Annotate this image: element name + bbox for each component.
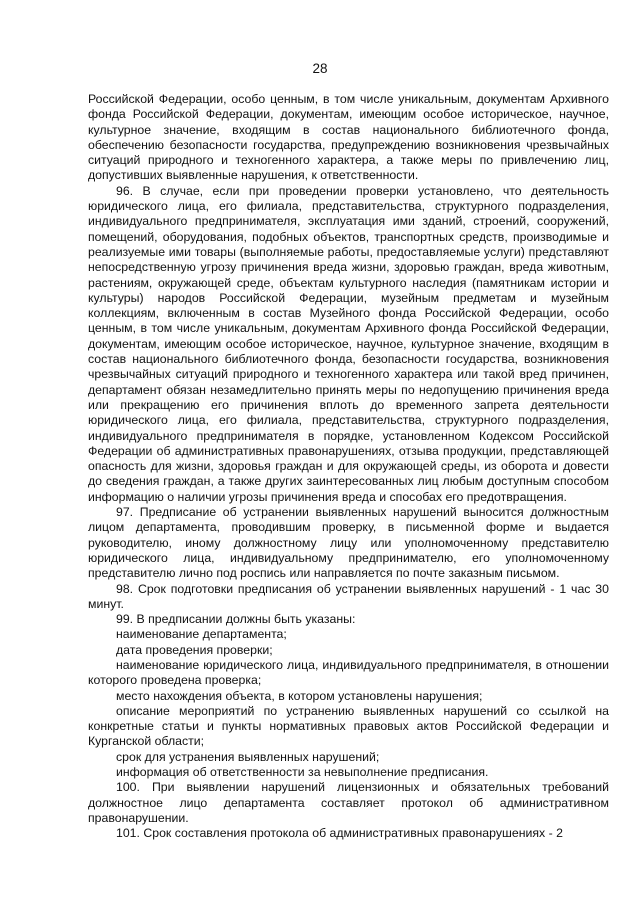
paragraph-100: 100. При выявлении нарушений лицензионных и обязательных требований должностное лицо департамента составляет протокол об административном правонарушении.: [88, 780, 609, 825]
list-item-liability-info: информация об ответственности за невыполнение предписания.: [116, 765, 489, 780]
document-body: [88, 92, 609, 842]
list-item-department-name: наименование департамента;: [116, 627, 287, 642]
list-item-entity-name: наименование юридического лица, индивидуального предпринимателя, в отношении которого проведена проверка;: [88, 657, 609, 688]
list-item-inspection-date: дата проведения проверки;: [116, 642, 273, 657]
paragraph-96: 96. В случае, если при проведении проверки установлено, что деятельность юридического лица, его филиала, представительства, структурного подразделения, индивидуального предпринимателя, эксплуатация ими зданий, строений, сооружений, помещений, оборудования, подобных объектов, транспортных средств, производимые и реализуемые ими товары (выполняемые работы, предоставляемые услуги) представляют непосредственную угрозу причинения вреда жизни, здоровью граждан, вреда животным, растениям, окружающей среде, объектам культурного наследия (памятникам истории и культуры) народов Российской Федерации, музейным предметам и музейным коллекциям, включенным в состав Музейного фонда Российской Федерации, особо ценным, в том числе уникальным, документам Архивного фонда Российской Федерации, документам, имеющим особое историческое, научное, культурное значение, входящим в состав национального библиотечного фонда, безопасности государства, возникновения чрезвычайных ситуаций природного и техногенного характера или такой вред причинен, департамент обязан незамедлительно принять меры по недопущению причинения вреда или прекращению его причинения вплоть до временного запрета деятельности юридического лица, его филиала, представительства, структурного подразделения, индивидуального предпринимателя в порядке, установленном Кодексом Российской Федерации об административных правонарушениях, отзыва продукции, представляющей опасность для жизни, здоровья граждан и для окружающей среды, из оборота и довести до сведения граждан, а также других заинтересованных лиц любым доступным способом информацию о наличии угрозы причинения вреда и способах его предотвращения.: [88, 183, 609, 504]
paragraph-101: 101. Срок составления протокола об административных правонарушениях - 2: [116, 826, 563, 841]
page-number: 28: [312, 61, 328, 76]
list-item-object-location: место нахождения объекта, в котором установлены нарушения;: [116, 688, 483, 703]
paragraph-continuation: Российской Федерации, особо ценным, в том числе уникальным, документам Архивного фонда Российской Федерации, документам, имеющим особое историческое, научное, культурное значение, входящим в состав национального библиотечного фонда, обеспечению безопасности государства, предупреждению возникновения чрезвычайных ситуаций природного и техногенного характера, а также меры по привлечению лиц, допустивших выявленные нарушения, к ответственности.: [88, 92, 609, 183]
paragraph-97: 97. Предписание об устранении выявленных нарушений выносится должностным лицом департамента, проводившим проверку, в письменной форме и выдается руководителю, иному должностному лицу или уполномоченному представителю юридического лица, индивидуальному предпринимателю, его уполномоченному представителю лично под роспись или направляется по почте заказным письмом.: [88, 505, 609, 581]
list-item-measures-description: описание мероприятий по устранению выявленных нарушений со ссылкой на конкретные статьи и пункты нормативных правовых актов Российской Федерации и Курганской области;: [88, 703, 609, 749]
list-item-deadline: срок для устранения выявленных нарушений;: [116, 749, 380, 764]
paragraph-98: 98. Срок подготовки предписания об устранении выявленных нарушений - 1 час 30 минут.: [88, 581, 609, 611]
paragraph-99: 99. В предписании должны быть указаны:: [116, 612, 356, 627]
